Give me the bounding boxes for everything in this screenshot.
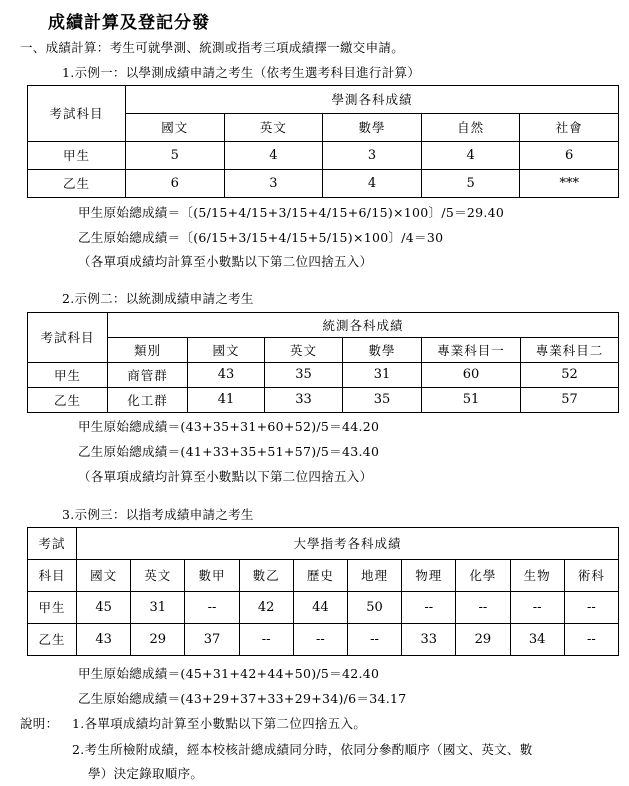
column-header: 國文	[77, 560, 131, 592]
example3-table	[27, 527, 619, 656]
example2-note: （各單項成績均計算至小數點以下第二位四捨五入）	[78, 469, 373, 484]
table-cell: 33	[402, 624, 456, 656]
notes-label: 說明：	[20, 716, 59, 731]
example1-note: （各單項成績均計算至小數點以下第二位四捨五入）	[78, 254, 373, 269]
table-cell: 31	[343, 363, 422, 388]
table-cell: 4	[224, 142, 323, 170]
table-cell: 5	[126, 142, 225, 170]
column-header: 術科	[564, 560, 618, 592]
table-cell: --	[185, 592, 239, 624]
table-cell: 4	[323, 170, 422, 198]
column-header: 社會	[520, 114, 619, 142]
column-header: 地理	[347, 560, 401, 592]
table-cell: 31	[131, 592, 185, 624]
table-cell: 52	[521, 363, 619, 388]
column-header: 自然	[421, 114, 520, 142]
row-label: 甲生	[28, 142, 126, 170]
column-header: 專業科目二	[521, 338, 619, 363]
example1-heading: 1.示例一：以學測成績申請之考生（依考生選考科目進行計算）	[62, 65, 421, 80]
table-cell: 43	[188, 363, 265, 388]
column-header: 類別	[108, 338, 188, 363]
table-cell: 42	[239, 592, 293, 624]
table-cell: 5	[421, 170, 520, 198]
table-cell: --	[510, 592, 564, 624]
column-header: 數甲	[185, 560, 239, 592]
table-cell: 化工群	[108, 388, 188, 413]
intro-text: 一、成績計算：考生可就學測、統測或指考三項成績擇一繳交申請。	[20, 40, 405, 55]
column-header: 國文	[188, 338, 265, 363]
column-header: 英文	[224, 114, 323, 142]
example2-calc-b: 乙生原始總成績＝(41+33+35+51+57)/5＝43.40	[78, 444, 380, 459]
subject-label-cell: 考試科目	[28, 86, 126, 142]
example2-table	[27, 312, 619, 413]
subject-label-top: 考試	[28, 528, 77, 560]
column-header: 專業科目一	[422, 338, 521, 363]
example2-calc-a: 甲生原始總成績＝(43+35+31+60+52)/5＝44.20	[78, 419, 380, 434]
example3-calc-a: 甲生原始總成績＝(45+31+42+44+50)/5＝42.40	[78, 666, 380, 681]
table-cell: 41	[188, 388, 265, 413]
example1-table	[27, 85, 619, 198]
example2-heading: 2.示例二：以統測成績申請之考生	[62, 291, 254, 306]
column-header: 數學	[323, 114, 422, 142]
table-row	[28, 388, 619, 413]
notes-item-2-line-1: 2.考生所檢附成績，經本校核計總成績同分時，依同分參酌順序（國文、英文、數	[72, 742, 533, 757]
notes-item-2-line-2: 學）決定錄取順序。	[88, 766, 204, 781]
row-label: 甲生	[28, 363, 108, 388]
example3-calc-b: 乙生原始總成績＝(43+29+37+33+29+34)/6＝34.17	[78, 691, 407, 706]
table-cell: 33	[265, 388, 343, 413]
table-cell: --	[564, 592, 618, 624]
row-label: 乙生	[28, 170, 126, 198]
table-cell: 50	[347, 592, 401, 624]
row-label: 乙生	[28, 624, 77, 656]
table-cell: 35	[343, 388, 422, 413]
table-cell: 35	[265, 363, 343, 388]
table-cell: 6	[126, 170, 225, 198]
group-title-cell: 大學指考各科成績	[77, 528, 619, 560]
table-cell: 51	[422, 388, 521, 413]
table-cell: 60	[422, 363, 521, 388]
table-cell: 3	[323, 142, 422, 170]
table-cell: 29	[456, 624, 510, 656]
example3-heading: 3.示例三：以指考成績申請之考生	[62, 507, 254, 522]
table-cell: 3	[224, 170, 323, 198]
table-cell: 45	[77, 592, 131, 624]
table-cell: --	[347, 624, 401, 656]
table-row	[28, 142, 619, 170]
column-header: 化學	[456, 560, 510, 592]
column-header: 歷史	[293, 560, 347, 592]
example1-calc-b: 乙生原始總成績＝〔(6/15+3/15+4/15+5/15)×100〕/4＝30	[78, 230, 444, 245]
table-row	[28, 170, 619, 198]
table-row	[28, 592, 619, 624]
column-header: 英文	[265, 338, 343, 363]
notes-item-1: 1.各單項成績均計算至小數點以下第二位四捨五入。	[72, 716, 367, 731]
example1-calc-a: 甲生原始總成績＝〔(5/15+4/15+3/15+4/15+6/15)×100〕/5＝29.40	[78, 205, 505, 220]
table-cell: 商管群	[108, 363, 188, 388]
table-cell: 6	[520, 142, 619, 170]
subject-label-cell: 考試科目	[28, 313, 108, 363]
column-header: 英文	[131, 560, 185, 592]
table-cell: 4	[421, 142, 520, 170]
table-cell: 34	[510, 624, 564, 656]
table-cell: --	[293, 624, 347, 656]
group-title-cell: 統測各科成績	[108, 313, 619, 338]
table-cell: 44	[293, 592, 347, 624]
row-label: 乙生	[28, 388, 108, 413]
table-cell: 57	[521, 388, 619, 413]
table-cell: 43	[77, 624, 131, 656]
column-header: 國文	[126, 114, 225, 142]
table-cell: ***	[520, 170, 619, 198]
column-header: 數學	[343, 338, 422, 363]
table-cell: --	[456, 592, 510, 624]
subject-label-bottom: 科目	[28, 560, 77, 592]
page-title: 成績計算及登記分發	[48, 13, 210, 33]
table-cell: 37	[185, 624, 239, 656]
table-cell: --	[564, 624, 618, 656]
column-header: 生物	[510, 560, 564, 592]
group-title-cell: 學測各科成績	[126, 86, 619, 114]
row-label: 甲生	[28, 592, 77, 624]
table-cell: 29	[131, 624, 185, 656]
table-row	[28, 624, 619, 656]
table-cell: --	[239, 624, 293, 656]
table-cell: --	[402, 592, 456, 624]
table-row	[28, 363, 619, 388]
column-header: 物理	[402, 560, 456, 592]
column-header: 數乙	[239, 560, 293, 592]
